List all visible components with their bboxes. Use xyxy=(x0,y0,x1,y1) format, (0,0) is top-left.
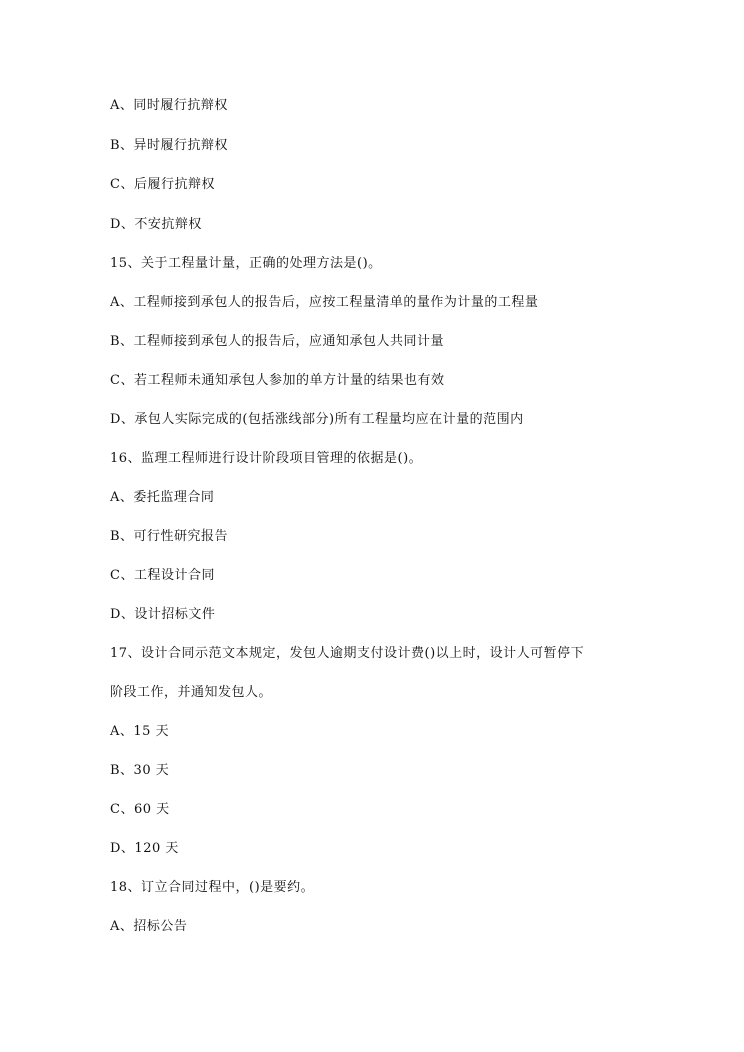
option-d-q15: D、承包人实际完成的(包括涨线部分)所有工程量均应在计量的范围内 xyxy=(110,412,524,427)
option-d-q17: D、120 天 xyxy=(110,841,179,856)
option-c-q15: C、若工程师未通知承包人参加的单方计量的结果也有效 xyxy=(110,373,445,388)
question-18: 18、订立合同过程中，()是要约。 xyxy=(110,880,315,895)
question-17: 17、设计合同示范文本规定，发包人逾期支付设计费()以上时，设计人可暂停下 xyxy=(110,646,585,661)
option-a-q18: A、招标公告 xyxy=(110,919,188,934)
option-b-q16: B、可行性研究报告 xyxy=(110,529,229,544)
question-15: 15、关于工程量计量，正确的处理方法是()。 xyxy=(110,256,382,271)
option-c-q14: C、后履行抗辩权 xyxy=(110,177,215,192)
option-b-q15: B、工程师接到承包人的报告后，应通知承包人共同计量 xyxy=(110,334,445,349)
option-a-q16: A、委托监理合同 xyxy=(110,490,215,505)
option-a-q14: A、同时履行抗辩权 xyxy=(110,98,228,113)
option-a-q17: A、15 天 xyxy=(110,724,170,739)
question-16: 16、监理工程师进行设计阶段项目管理的依据是()。 xyxy=(110,451,423,466)
option-b-q17: B、30 天 xyxy=(110,763,170,778)
option-b-q14: B、异时履行抗辩权 xyxy=(110,138,229,153)
question-17-continued: 阶段工作，并通知发包人。 xyxy=(110,685,273,700)
option-c-q16: C、工程设计合同 xyxy=(110,568,215,583)
option-d-q14: D、不安抗辩权 xyxy=(110,217,202,232)
option-d-q16: D、设计招标文件 xyxy=(110,607,216,622)
option-a-q15: A、工程师接到承包人的报告后，应按工程量清单的量作为计量的工程量 xyxy=(110,295,539,310)
option-c-q17: C、60 天 xyxy=(110,802,170,817)
